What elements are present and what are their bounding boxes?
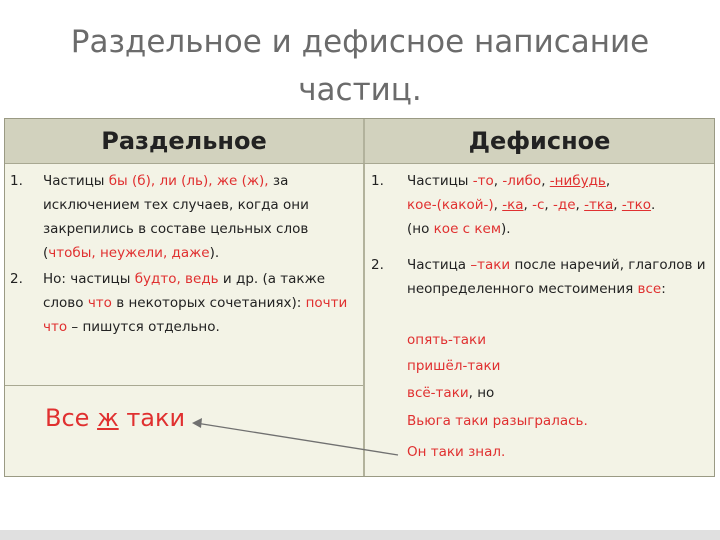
header-separate: Раздельное [5,119,363,163]
left-item-2-text: Но: частицы будто, ведь и др. (а также слово что в некоторых сочетаниях): почти что – пишутся отдельно. [43,271,348,335]
example-prishel-taki: пришёл-таки [407,358,501,374]
example-opyat-taki: опять-таки [407,332,486,348]
left-item-1-number: 1. [10,173,23,189]
right-item-2-number: 2. [371,257,384,273]
bottom-strip [0,530,720,540]
left-item-2-number: 2. [10,271,23,287]
example-on-taki: Он таки знал. [407,444,506,460]
header-hyphenated: Дефисное [365,119,714,163]
left-item-1-text: Частицы бы (б), ли (ль), же (ж), за исключением тех случаев, когда они закрепились в составе цельных слов (чтобы, неужели, даже). [43,173,309,261]
example-vyuga: Вьюга таки разыгралась. [407,413,588,429]
right-item-1-text: Частицы -то, -либо, -нибудь, кое-(какой-), -ка, -с, -де, -тка, -тко. (но кое с кем). [407,173,656,237]
example-vse-taki: всё-таки, но [407,385,495,401]
right-item-2-text: Частица –таки после наречий, глаголов и неопределенного местоимения все: [407,257,706,297]
title-line-1: Раздельное и дефисное написание [70,24,650,60]
title-line-2: частиц. [298,72,422,108]
arrow-head-icon [192,418,202,428]
connector-line [196,423,398,455]
right-item-1-number: 1. [371,173,384,189]
left-example: Все ж таки [45,404,186,432]
